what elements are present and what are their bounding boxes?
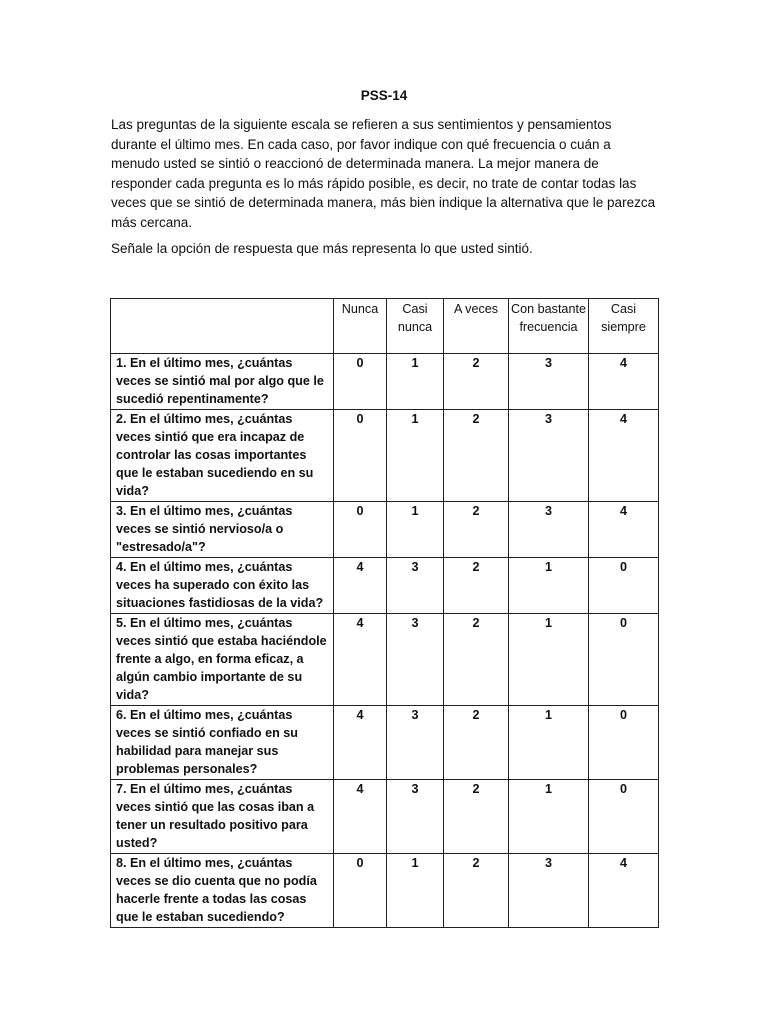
value-casi-siempre: 0 xyxy=(589,614,659,706)
question-cell: 6. En el último mes, ¿cuántas veces se sintió confiado en su habilidad para manejar sus problemas personales? xyxy=(111,706,334,780)
table-row xyxy=(111,706,659,780)
value-casi-siempre: 4 xyxy=(589,502,659,558)
table-row xyxy=(111,558,659,614)
value-nunca: 4 xyxy=(334,706,387,780)
value-casi-siempre: 4 xyxy=(589,410,659,502)
header-con-bastante-frecuencia: Con bastante frecuencia xyxy=(509,299,589,354)
question-cell: 2. En el último mes, ¿cuántas veces sintió que era incapaz de controlar las cosas importantes que le estaban sucediendo en su vida? xyxy=(111,410,334,502)
value-casi-siempre: 0 xyxy=(589,558,659,614)
value-casi-siempre: 4 xyxy=(589,854,659,928)
instruction-paragraph: Señale la opción de respuesta que más representa lo que usted sintió. xyxy=(111,241,533,256)
value-nunca: 4 xyxy=(334,780,387,854)
value-con-bastante-frecuencia: 3 xyxy=(509,410,589,502)
value-a-veces: 2 xyxy=(444,854,509,928)
table-row xyxy=(111,614,659,706)
value-con-bastante-frecuencia: 3 xyxy=(509,502,589,558)
value-casi-nunca: 1 xyxy=(387,502,444,558)
value-con-bastante-frecuencia: 1 xyxy=(509,558,589,614)
value-casi-siempre: 0 xyxy=(589,706,659,780)
question-cell: 3. En el último mes, ¿cuántas veces se sintió nervioso/a o "estresado/a"? xyxy=(111,502,334,558)
value-nunca: 4 xyxy=(334,614,387,706)
value-casi-nunca: 1 xyxy=(387,354,444,410)
value-casi-siempre: 0 xyxy=(589,780,659,854)
value-casi-nunca: 1 xyxy=(387,854,444,928)
question-cell: 7. En el último mes, ¿cuántas veces sintió que las cosas iban a tener un resultado positivo para usted? xyxy=(111,780,334,854)
value-a-veces: 2 xyxy=(444,558,509,614)
question-cell: 8. En el último mes, ¿cuántas veces se dio cuenta que no podía hacerle frente a todas las cosas que le estaban sucediendo? xyxy=(111,854,334,928)
question-cell: 1. En el último mes, ¿cuántas veces se sintió mal por algo que le sucedió repentinamente? xyxy=(111,354,334,410)
value-casi-nunca: 1 xyxy=(387,410,444,502)
value-a-veces: 2 xyxy=(444,614,509,706)
value-con-bastante-frecuencia: 3 xyxy=(509,854,589,928)
header-nunca: Nunca xyxy=(334,299,387,354)
value-casi-nunca: 3 xyxy=(387,706,444,780)
value-casi-siempre: 4 xyxy=(589,354,659,410)
table-row xyxy=(111,354,659,410)
question-cell: 5. En el último mes, ¿cuántas veces sintió que estaba haciéndole frente a algo, en forma eficaz, a algún cambio importante de su vida? xyxy=(111,614,334,706)
table-row xyxy=(111,502,659,558)
header-a-veces: A veces xyxy=(444,299,509,354)
table-header-row xyxy=(111,299,659,354)
value-con-bastante-frecuencia: 1 xyxy=(509,706,589,780)
value-nunca: 0 xyxy=(334,354,387,410)
table-row xyxy=(111,854,659,928)
value-nunca: 0 xyxy=(334,410,387,502)
value-a-veces: 2 xyxy=(444,354,509,410)
pss-scale-table xyxy=(110,298,659,928)
table-row xyxy=(111,410,659,502)
value-casi-nunca: 3 xyxy=(387,780,444,854)
value-con-bastante-frecuencia: 1 xyxy=(509,780,589,854)
document-title: PSS-14 xyxy=(360,88,408,103)
value-casi-nunca: 3 xyxy=(387,558,444,614)
value-nunca: 0 xyxy=(334,502,387,558)
table-row xyxy=(111,780,659,854)
value-a-veces: 2 xyxy=(444,502,509,558)
header-casi-siempre: Casi siempre xyxy=(589,299,659,354)
value-a-veces: 2 xyxy=(444,410,509,502)
value-a-veces: 2 xyxy=(444,706,509,780)
value-con-bastante-frecuencia: 1 xyxy=(509,614,589,706)
question-cell: 4. En el último mes, ¿cuántas veces ha superado con éxito las situaciones fastidiosas de la vida? xyxy=(111,558,334,614)
value-nunca: 0 xyxy=(334,854,387,928)
value-nunca: 4 xyxy=(334,558,387,614)
header-casi-nunca: Casi nunca xyxy=(387,299,444,354)
intro-paragraph: Las preguntas de la siguiente escala se refieren a sus sentimientos y pensamientos durante el último mes. En cada caso, por favor indique con qué frecuencia o cuán a menudo usted se sintió o reaccionó de determinada manera. La mejor manera de responder cada pregunta es lo más rápido posible, es decir, no trate de contar todas las veces que se sintió de determinada manera, más bien indique la alternativa que le parezca más cercana. xyxy=(111,117,656,230)
value-con-bastante-frecuencia: 3 xyxy=(509,354,589,410)
value-a-veces: 2 xyxy=(444,780,509,854)
value-casi-nunca: 3 xyxy=(387,614,444,706)
header-blank xyxy=(111,299,334,354)
